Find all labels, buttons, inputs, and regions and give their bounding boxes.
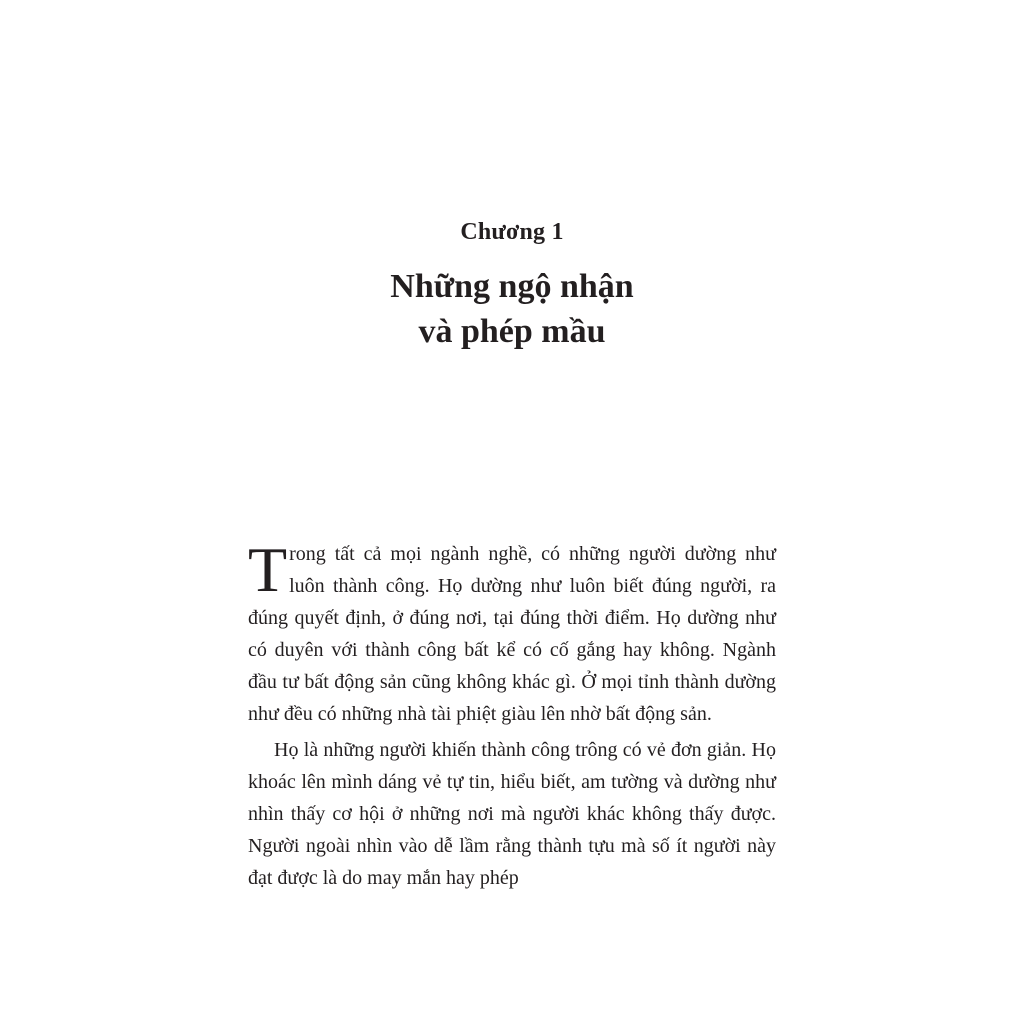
paragraph-1-text: rong tất cả mọi ngành nghề, có những người dường như luôn thành công. Họ dường như luôn biết đúng người, ra đúng quyết định, ở đúng nơi, tại đúng thời điểm. Họ dường như có duyên với thành công bất kể có cố gắng hay không. Ngành đầu tư bất động sản cũng không khác gì. Ở mọi tỉnh thành dường như đều có những nhà tài phiệt giàu lên nhờ bất động sản. — [248, 543, 776, 726]
paragraph-1 — [248, 534, 776, 731]
chapter-body — [248, 534, 776, 894]
paragraph-2: Họ là những người khiến thành công trông có vẻ đơn giản. Họ khoác lên mình dáng vẻ tự tin, hiểu biết, am tường và dường như nhìn thấy cơ hội ở những nơi mà người khác không thấy được. Người ngoài nhìn vào dễ lầm rằng thành tựu mà số ít người này đạt được là do may mắn hay phép — [248, 738, 776, 889]
chapter-title-line-2: và phép mầu — [418, 313, 606, 350]
chapter-title — [0, 264, 1024, 354]
drop-cap: T — [248, 534, 288, 605]
chapter-title-line-1: Những ngộ nhận — [390, 268, 634, 305]
chapter-label: Chương 1 — [460, 219, 564, 245]
